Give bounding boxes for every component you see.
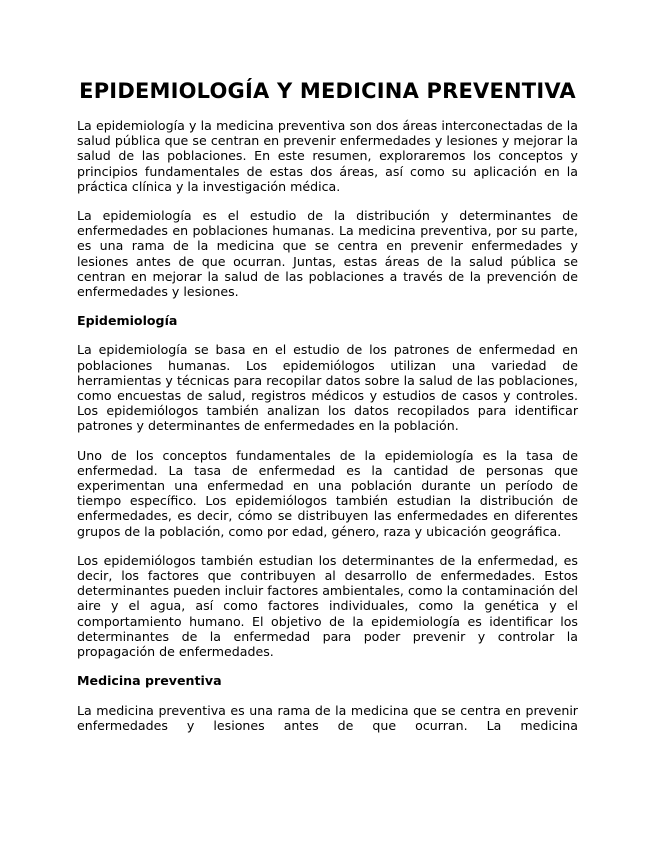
document-page bbox=[77, 78, 578, 747]
intro-paragraph: La epidemiología y la medicina preventiva son dos áreas interconectadas de la salud pública que se centran en prevenir enfermedades y lesiones y mejorar la salud de las poblaciones. En este resumen, exploraremos los conceptos y principios fundamentales de estas dos áreas, así como su aplicación en la práctica clínica y la investigación médica. bbox=[77, 118, 578, 194]
body-paragraph: La medicina preventiva es una rama de la medicina que se centra en prevenir enfermedades y lesiones antes de que ocurran. La medicina bbox=[77, 702, 578, 733]
document-title: EPIDEMIOLOGÍA Y MEDICINA PREVENTIVA bbox=[79, 79, 576, 103]
body-paragraph: La epidemiología se basa en el estudio de los patrones de enfermedad en poblaciones humanas. Los epidemiólogos utilizan una variedad de herramientas y técnicas para recopilar datos sobre la salud de las poblaciones, como encuestas de salud, registros médicos y estudios de casos y controles. Los epidemiólogos también analizan los datos recopilados para identificar patrones y determinantes de enfermedades en la población. bbox=[77, 342, 578, 434]
body-paragraph: Los epidemiólogos también estudian los determinantes de la enfermedad, es decir, los factores que contribuyen al desarrollo de enfermedades. Estos determinantes pueden incluir factores ambientales, como la contaminación del aire y el agua, así como factores individuales, como la genética y el comportamiento humano. El objetivo de la epidemiología es identificar los determinantes de la enfermedad para poder prevenir y controlar la propagación de enfermedades. bbox=[77, 552, 578, 660]
intro-paragraph: La epidemiología es el estudio de la distribución y determinantes de enfermedades en poblaciones humanas. La medicina preventiva, por su parte, es una rama de la medicina que se centra en prevenir enfermedades y lesiones antes de que ocurran. Juntas, estas áreas de la salud pública se centran en mejorar la salud de las poblaciones a través de la prevención de enfermedades y lesiones. bbox=[77, 208, 578, 300]
section-heading-medicina-preventiva: Medicina preventiva bbox=[77, 673, 222, 689]
section-heading-epidemiologia: Epidemiología bbox=[77, 313, 178, 329]
body-paragraph: Uno de los conceptos fundamentales de la epidemiología es la tasa de enfermedad. La tasa de enfermedad es la cantidad de personas que experimentan una enfermedad en una población durante un período de tiempo específico. Los epidemiólogos también estudian la distribución de enfermedades, es decir, cómo se distribuyen las enfermedades en diferentes grupos de la población, como por edad, género, raza y ubicación geográfica. bbox=[77, 447, 578, 539]
